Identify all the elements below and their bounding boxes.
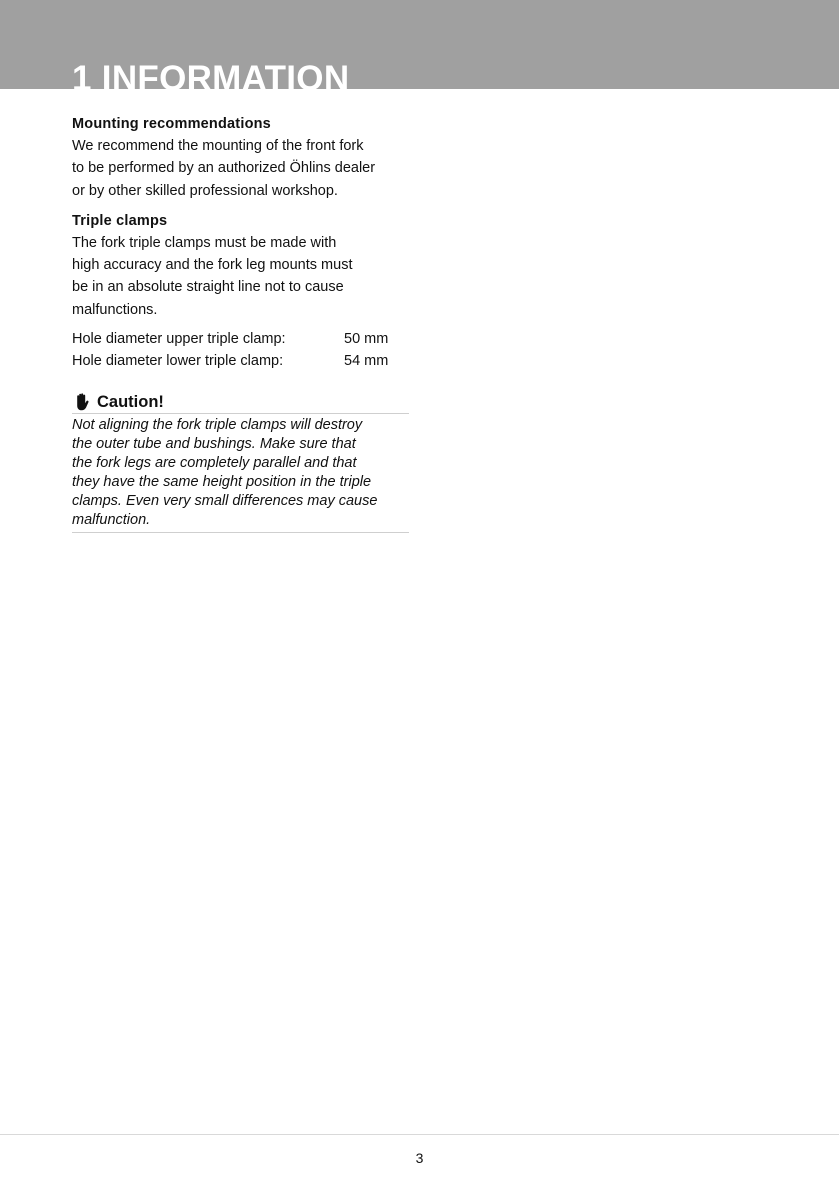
chapter-title: 1 INFORMATION bbox=[72, 59, 350, 89]
paragraph-line: malfunctions. bbox=[72, 301, 158, 318]
caution-line: the outer tube and bushings. Make sure that bbox=[72, 436, 356, 453]
spec-row-lower bbox=[72, 350, 409, 372]
mounting-heading: Mounting recommendations bbox=[72, 116, 271, 132]
paragraph-line: be in an absolute straight line not to cause bbox=[72, 279, 344, 296]
spec-row-upper bbox=[72, 328, 409, 350]
paragraph-line: or by other skilled professional workshop. bbox=[72, 182, 338, 199]
paragraph-line: We recommend the mounting of the front fork bbox=[72, 138, 364, 154]
triple-clamps-paragraph bbox=[72, 232, 409, 321]
spec-value: 54 mm bbox=[344, 353, 389, 370]
caution-line: clamps. Even very small differences may cause bbox=[72, 493, 378, 510]
hole-diameter-specs bbox=[72, 328, 409, 372]
caution-title: Caution! bbox=[97, 393, 164, 412]
mounting-paragraph bbox=[72, 135, 409, 202]
paragraph-line: The fork triple clamps must be made with bbox=[72, 234, 337, 251]
caution-line: they have the same height position in the triple bbox=[72, 474, 372, 491]
mounting-section bbox=[72, 114, 409, 202]
triple-clamps-section bbox=[72, 211, 409, 372]
spec-label: Hole diameter lower triple clamp: bbox=[72, 353, 284, 370]
caution-header bbox=[72, 391, 409, 414]
caution-line: malfunction. bbox=[72, 512, 151, 529]
caution-text bbox=[72, 414, 409, 533]
page-content bbox=[72, 114, 409, 533]
triple-clamps-heading: Triple clamps bbox=[72, 212, 168, 229]
footer-divider bbox=[0, 1134, 839, 1135]
paragraph-line: to be performed by an authorized Öhlins dealer bbox=[72, 160, 376, 177]
spec-value: 50 mm bbox=[344, 331, 389, 348]
spec-label: Hole diameter upper triple clamp: bbox=[72, 331, 286, 348]
page-number: 3 bbox=[415, 1150, 424, 1166]
hand-icon bbox=[74, 393, 90, 411]
caution-line: Not aligning the fork triple clamps will destroy bbox=[72, 417, 363, 434]
caution-line: the fork legs are completely parallel and that bbox=[72, 455, 357, 472]
caution-box bbox=[72, 391, 409, 533]
paragraph-line: high accuracy and the fork leg mounts must bbox=[72, 257, 353, 274]
